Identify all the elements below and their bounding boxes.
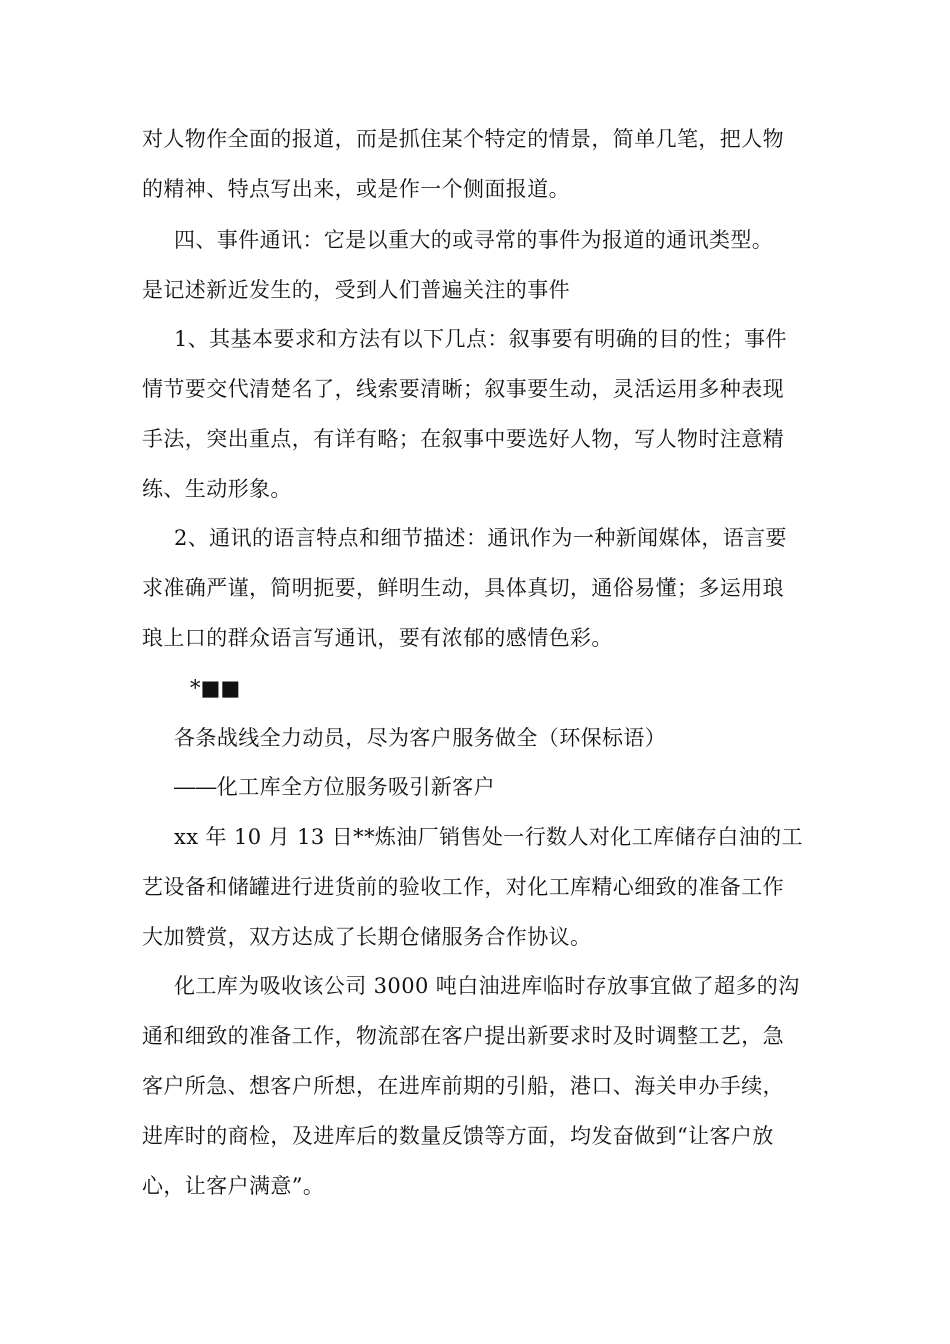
text-line: 练、生动形象。 — [142, 477, 292, 501]
text-line: 四、事件通讯：它是以重大的或寻常的事件为报道的通讯类型。 — [174, 228, 774, 252]
article-subtitle — [142, 762, 822, 812]
text-line: xx 年 10 月 13 日**炼油厂销售处一行数人对化工库储存白油的工 — [174, 825, 803, 849]
paragraph-language-features — [142, 513, 822, 663]
paragraph-storage-service — [142, 961, 822, 1211]
text-line: 客户所急、想客户所想，在进库前期的引船，港口、海关申办手续， — [142, 1074, 784, 1098]
text-line: 大加赞赏，双方达成了长期仓储服务合作协议。 — [142, 925, 592, 949]
text-line: 2、通讯的语言特点和细节描述：通讯作为一种新闻媒体，语言要 — [174, 526, 787, 550]
text-line: 1、其基本要求和方法有以下几点：叙事要有明确的目的性；事件 — [174, 327, 787, 351]
text-line: 情节要交代清楚名了，线索要清晰；叙事要生动，灵活运用多种表现 — [142, 377, 784, 401]
text-line: 各条战线全力动员，尽为客户服务做全（环保标语） — [174, 726, 667, 750]
text-line: 琅上口的群众语言写通讯，要有浓郁的感情色彩。 — [142, 626, 613, 650]
text-line: 心，让客户满意”。 — [142, 1174, 325, 1198]
separator-text: *■■ — [190, 676, 241, 700]
paragraph-requirements — [142, 314, 822, 514]
text-line: 求准确严谨，简明扼要，鲜明生动，具体真切，通俗易懂；多运用琅 — [142, 576, 784, 600]
paragraph-character-sketch-continuation — [142, 114, 822, 214]
text-line: 化工库为吸收该公司 3000 吨白油进库临时存放事宜做了超多的沟 — [174, 974, 800, 998]
text-line: 进库时的商检，及进库后的数量反馈等方面，均发奋做到“让客户放 — [142, 1124, 774, 1148]
text-line: 的精神、特点写出来，或是作一个侧面报道。 — [142, 177, 570, 201]
text-line: 是记述新近发生的，受到人们普遍关注的事件 — [142, 278, 570, 302]
text-line: 通和细致的准备工作，物流部在客户提出新要求时及时调整工艺，急 — [142, 1024, 784, 1048]
paragraph-inspection — [142, 812, 822, 962]
text-line: ――化工库全方位服务吸引新客户 — [174, 775, 495, 799]
paragraph-event-report — [142, 215, 822, 315]
text-line: 对人物作全面的报道，而是抓住某个特定的情景，简单几笔，把人物 — [142, 127, 784, 151]
article-title — [142, 713, 822, 763]
text-line: 艺设备和储罐进行进货前的验收工作，对化工库精心细致的准备工作 — [142, 875, 784, 899]
text-line: 手法，突出重点，有详有略；在叙事中要选好人物，写人物时注意精 — [142, 427, 784, 451]
separator-symbols — [190, 663, 240, 713]
